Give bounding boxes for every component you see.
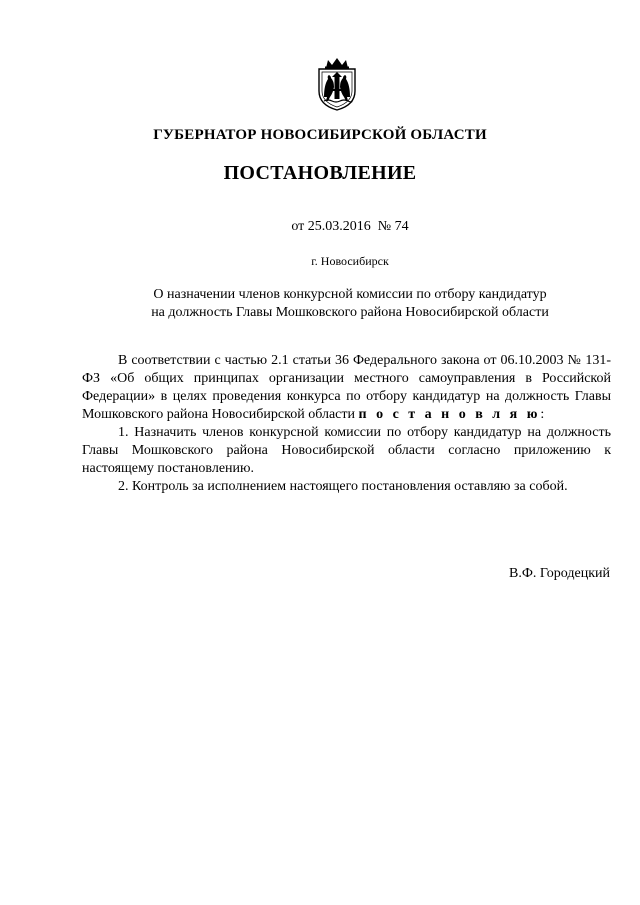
document-type-title: ПОСТАНОВЛЕНИЕ bbox=[223, 162, 417, 184]
document-date: от 25.03.2016 bbox=[291, 219, 371, 234]
document-number: № 74 bbox=[377, 219, 409, 234]
preamble-text: В соответствии с частью 2.1 статьи 36 Федерального закона от 06.10.2003 № 131-ФЗ «Об общих принципах организации местного самоуправления в Российской Федерации» в целях проведения конкурса по отбору кандидатур на должность Главы Мошковского района Новосибирской области bbox=[82, 353, 611, 422]
issuing-authority: ГУБЕРНАТОР НОВОСИБИРСКОЙ ОБЛАСТИ bbox=[153, 127, 487, 143]
clause-1: 1. Назначить членов конкурсной комиссии по отбору кандидатур на должность Главы Мошковского района Новосибирской области согласно приложению к настоящему постановлению. bbox=[82, 425, 611, 476]
document-subject bbox=[30, 286, 640, 322]
preamble-paragraph bbox=[82, 352, 611, 424]
subject-line-1: О назначении членов конкурсной комиссии по отбору кандидатур bbox=[153, 287, 547, 302]
date-number-line bbox=[30, 219, 640, 235]
city-line: г. Новосибирск bbox=[311, 254, 389, 268]
novosibirsk-coat-of-arms-icon bbox=[316, 57, 358, 111]
clause-2: 2. Контроль за исполнением настоящего постановления оставляю за собой. bbox=[118, 479, 568, 494]
decree-colon: : bbox=[540, 407, 545, 422]
document-body bbox=[82, 352, 611, 496]
signatory-name: В.Ф. Городецкий bbox=[509, 566, 610, 581]
decree-word: п о с т а н о в л я ю bbox=[358, 407, 541, 422]
subject-line-2: на должность Главы Мошковского района Новосибирской области bbox=[151, 305, 549, 320]
